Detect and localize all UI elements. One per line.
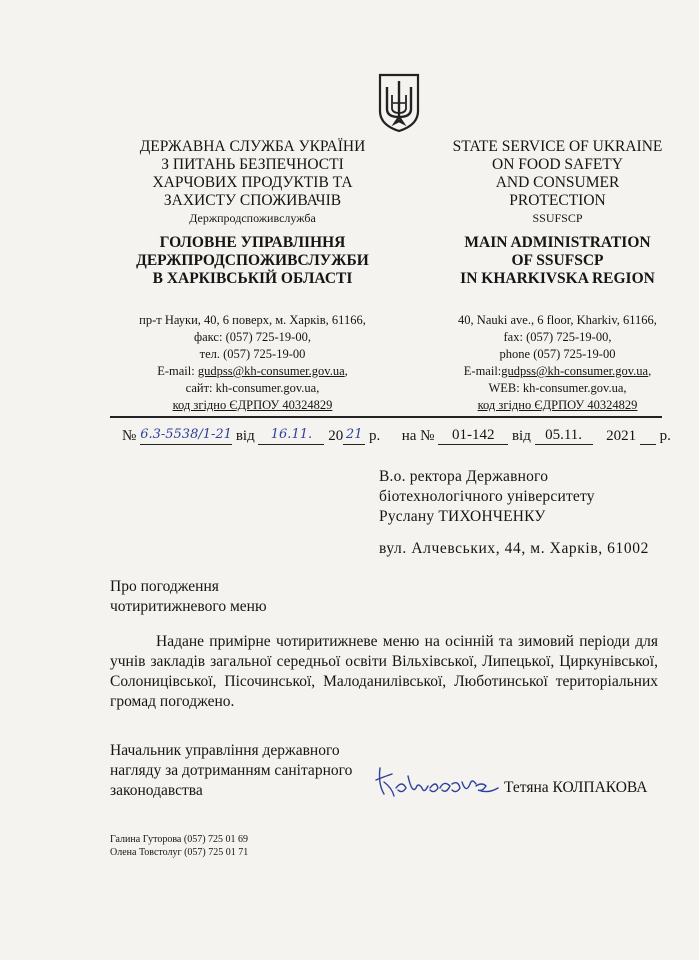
admin-name-ua: ГОЛОВНЕ УПРАВЛІННЯ ДЕРЖПРОДСПОЖИВСЛУЖБИ В ХАРКІВСЬКІЙ ОБЛАСТІ [136, 234, 369, 287]
admin-name-en: MAIN ADMINISTRATION OF SSUFSCP IN KHARKIVSKA REGION [460, 234, 655, 287]
letter-body: Надане примірне чотиритижневе меню на осінній та зимовий періоди для учнів закладів загальної середньої освіти Вільхівської, Липецької, Циркунівської, Солоницівської, Пісочинської, Малоданилівської, Люботинської територіальних громад погоджено. [110, 633, 658, 710]
executor-contacts: Галина Гуторова (057) 725 01 69 Олена Товстолуг (057) 725 01 71 [110, 834, 249, 858]
header-divider [110, 416, 662, 418]
outgoing-year: 21 [343, 427, 365, 445]
outgoing-number: 6.3-5538/1-21 [140, 427, 232, 445]
incoming-year: 2021 [606, 428, 637, 444]
recipient-block: В.о. ректора Державного біотехнологічного університету Руслану ТИХОНЧЕНКУ [379, 468, 595, 525]
header-ukrainian [110, 138, 395, 414]
org-name-ua: ДЕРЖАВНА СЛУЖБА УКРАЇНИ З ПИТАНЬ БЕЗПЕЧНОСТІ ХАРЧОВИХ ПРОДУКТІВ ТА ЗАХИСТУ СПОЖИВАЧІВ [139, 138, 366, 209]
signatory-name: Тетяна КОЛПАКОВА [504, 779, 648, 796]
reference-line: № 6.3-5538/1-21 від 16.11. 20 21 р. на № 01-142 від 05.11. 2021 р. [122, 427, 671, 444]
handwritten-signature [372, 754, 502, 804]
org-abbr-ua: Держпродспоживслужба [189, 211, 316, 225]
letter-subject: Про погодження чотиритижневого меню [110, 578, 267, 615]
email-link-en[interactable]: gudpss@kh-consumer.gov.ua [501, 364, 649, 378]
org-abbr-en: SSUFSCP [532, 211, 583, 225]
signatory-title: Начальник управління державного нагляду за дотриманням санітарного законодавства [110, 742, 353, 799]
org-name-en: STATE SERVICE OF UKRAINE ON FOOD SAFETY AND CONSUMER PROTECTION [452, 138, 663, 209]
incoming-number: 01-142 [438, 427, 508, 445]
outgoing-date: 16.11. [258, 427, 324, 445]
recipient-address: вул. Алчевських, 44, м. Харків, 61002 [379, 540, 649, 557]
email-link-ua[interactable]: gudpss@kh-consumer.gov.ua [197, 364, 345, 378]
contact-block-en: 40, Nauki ave., 6 floor, Kharkiv, 61166, fax: (057) 725-19-00, phone (057) 725-19-00 E-mail:gudpss@kh-consumer.gov.ua, WEB: kh-consumer.gov.ua, код згідно ЄДРПОУ 40324829 [458, 313, 657, 412]
header-english [430, 138, 685, 414]
contact-block-ua: пр-т Науки, 40, 6 поверх, м. Харків, 61166, факс: (057) 725-19-00, тел. (057) 725-19-00 E-mail: gudpss@kh-consumer.gov.ua, сайт: kh-consumer.gov.ua, код згідно ЄДРПОУ 40324829 [139, 313, 366, 412]
incoming-date: 05.11. [535, 427, 593, 445]
trident-coat-of-arms-icon [377, 73, 421, 133]
